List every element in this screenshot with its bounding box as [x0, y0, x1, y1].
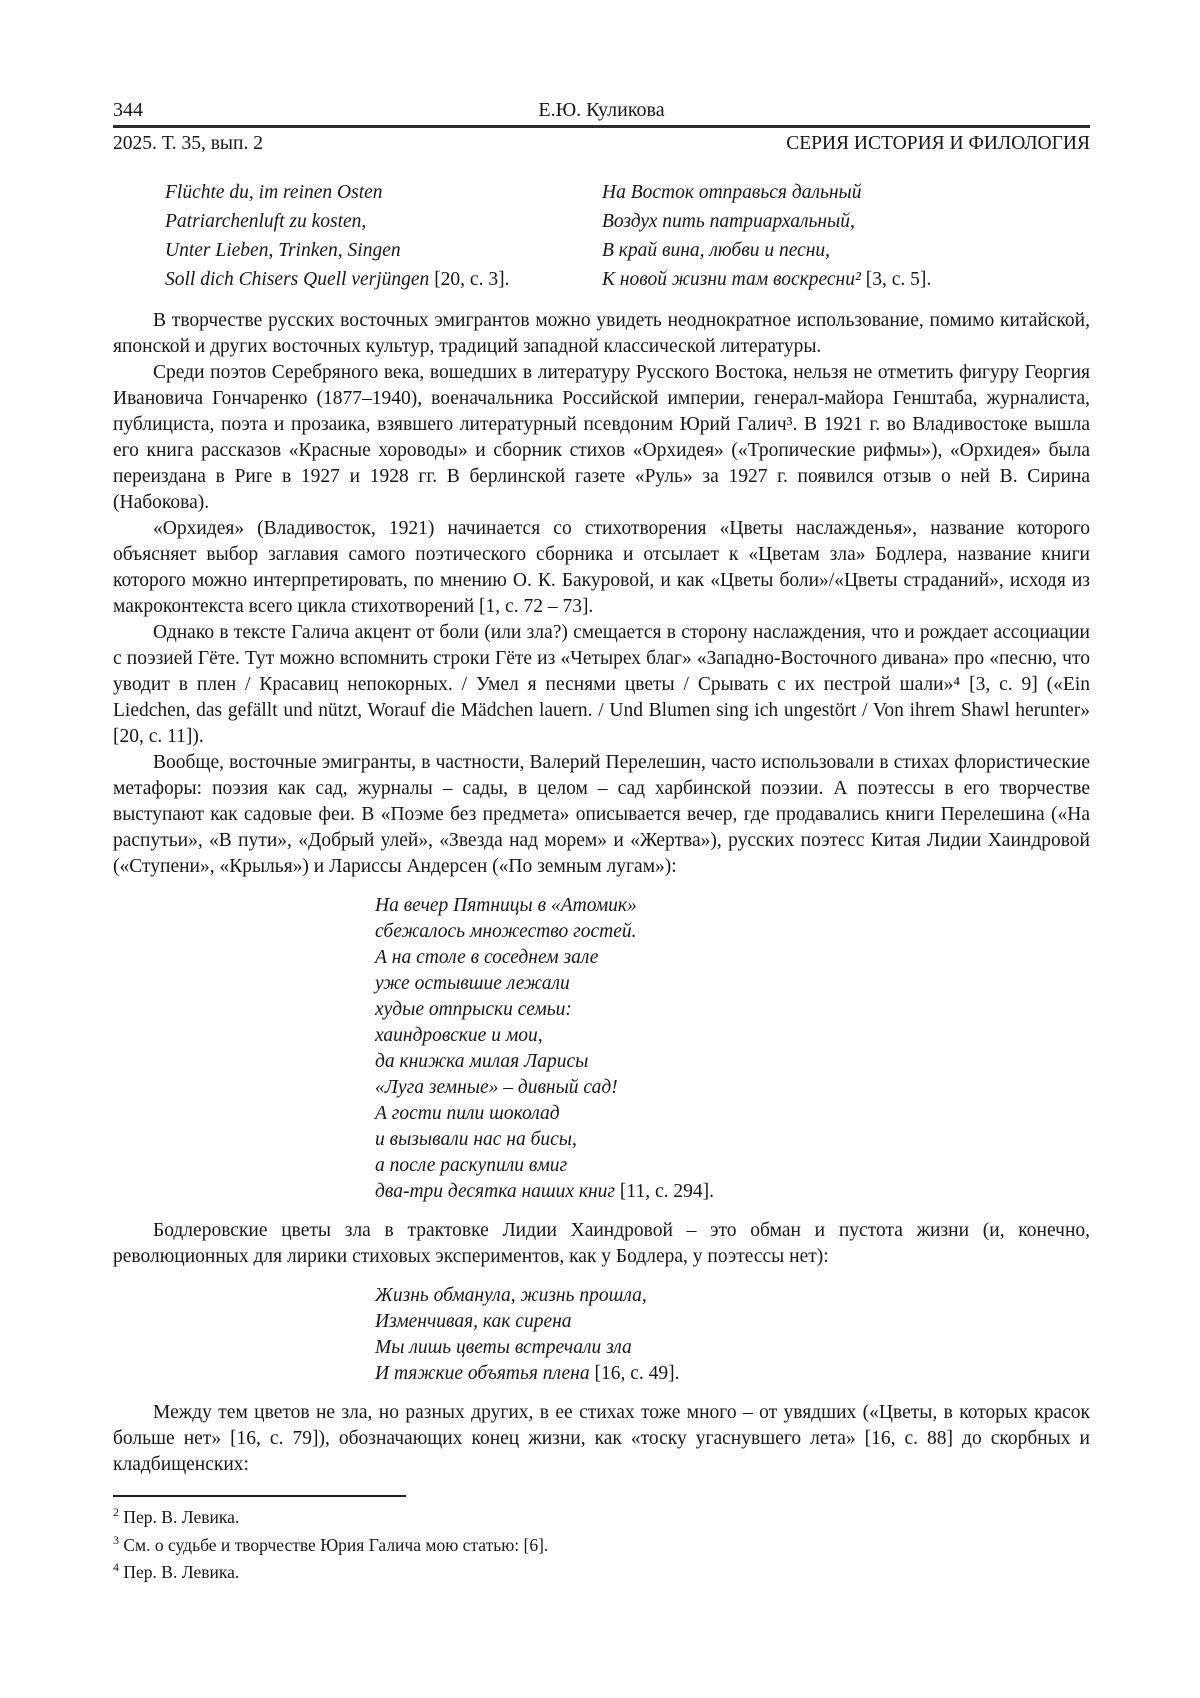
footnote: [113, 1559, 1090, 1587]
poem-line: да книжка милая Ларисы: [375, 1051, 589, 1072]
footnote-text: Пер. В. Левика.: [123, 1562, 240, 1582]
paragraph: Между тем цветов не зла, но разных других, в ее стихах тоже много – от увядших («Цветы, в которых красок больше нет» [16, с. 79]), обозначающих конец жизни, как «тоску угаснувшего лета» [16, с. 88] до скорбных и кладбищенских:: [113, 1402, 1090, 1475]
page-header: [113, 98, 1090, 156]
epigraph-verse: [165, 178, 1090, 294]
citation-ref: [11, с. 294].: [615, 1181, 714, 1202]
citation-ref: [3, с. 5].: [860, 269, 932, 290]
verse-line: Patriarchenluft zu kosten,: [165, 211, 367, 232]
verse-line-text: Soll dich Chisers Quell verjüngen: [165, 269, 430, 290]
footnote-text: См. о судьбе и творчестве Юрия Галича мою статью: [6].: [123, 1534, 549, 1555]
poem-line: и вызывали нас на бисы,: [375, 1129, 577, 1150]
verse-line-text: К новой жизни там воскресни²: [602, 269, 861, 290]
header-row-top: [113, 98, 1090, 122]
poem-line: [375, 1361, 1090, 1387]
poem-line: а после раскупили вмиг: [375, 1155, 568, 1176]
poem-line: [375, 1179, 1090, 1205]
footnote-separator-rule: [113, 1495, 406, 1497]
running-head-author: Е.Ю. Куликова: [538, 99, 665, 121]
paragraph: В творчестве русских восточных эмигрантов можно увидеть неоднократное использование, помимо китайской, японской и других восточных культур, традиций западной классической литературы.: [113, 310, 1090, 357]
poem-line: сбежалось множество гостей.: [375, 921, 637, 942]
verse-line: На Восток отправься дальный: [602, 182, 862, 203]
verse-line: [165, 265, 602, 294]
paragraph: Однако в тексте Галича акцент от боли (или зла?) смещается в сторону наслаждения, что и рождает ассоциации с поэзией Гёте. Тут можно вспомнить строки Гёте из «Четырех благ» «Западно-Восточного дивана» про «песню, что уводит в плен / Красавиц непокорных. / Умел я песнями цветы / Срывать с их пестрой шали»⁴ [3, с. 9] («Ein Liedchen, das gefällt und nützt, Worauf die Mädchen lauern. / Und Blumen sing ich ungestört / Von ihrem Shawl herunter» [20, с. 11]).: [113, 622, 1090, 747]
header-rule: [113, 125, 1090, 128]
poem-line-text: два-три десятка наших книг: [375, 1181, 616, 1202]
verse-line: Flüchte du, im reinen Osten: [165, 182, 383, 203]
volume-issue: 2025. Т. 35, вып. 2: [113, 133, 263, 154]
footnote-number: 2: [113, 1505, 119, 1520]
poem-line: Жизнь обманула, жизнь прошла,: [375, 1285, 647, 1306]
verse-line: Unter Lieben, Trinken, Singen: [165, 240, 401, 261]
poem-line: На вечер Пятницы в «Атомик»: [375, 895, 637, 916]
paragraph: «Орхидея» (Владивосток, 1921) начинается со стихотворения «Цветы наслажденья», название которого объясняет выбор заглавия самого поэтического сборника и отсылает к «Цветам зла» Бодлера, название книги которого можно интерпретировать, по мнению О. К. Бакуровой, и как «Цветы боли»/«Цветы страданий», исходя из макроконтекста всего цикла стихотворений [1, с. 72 – 73].: [113, 518, 1090, 617]
citation-ref: [16, с. 49].: [589, 1363, 680, 1384]
poem-line: худые отпрыски семьи:: [375, 999, 572, 1020]
verse-line: В край вина, любви и песни,: [602, 240, 831, 261]
footnote: [113, 1532, 1090, 1560]
epigraph-german-column: [165, 178, 602, 294]
footnote-text: Пер. В. Левика.: [123, 1507, 240, 1527]
paragraph: Вообще, восточные эмигранты, в частности, Валерий Перелешин, часто использовали в стихах флористические метафоры: поэзия как сад, журналы – сады, в целом – сад харбинской поэзии. А поэтессы в его творчестве выступают как садовые феи. В «Поэме без предмета» описывается вечер, где продавались книги Перелешина («На распутьи», «В пути», «Добрый улей», «Звезда над морем» и «Жертва»), русских поэтесс Китая Лидии Хаиндровой («Ступени», «Крылья») и Лариссы Андерсен («По земным лугам»):: [113, 752, 1090, 877]
poem-quote-1: [375, 893, 1090, 1205]
footnote: [113, 1504, 1090, 1532]
footnote-number: 3: [113, 1532, 119, 1547]
paragraph: Среди поэтов Серебряного века, вошедших в литературу Русского Востока, нельзя не отметить фигуру Георгия Ивановича Гончаренко (1877–1940), военачальника Российской империи, генерал-майора Генштаба, журналиста, публициста, поэта и прозаика, взявшего литературный псевдоним Юрий Галич³. В 1921 г. во Владивостоке вышла его книга рассказов «Красные хороводы» и сборник стихов «Орхидея» («Тропические рифмы»), «Орхидея» была переиздана в Риге в 1927 и 1928 гг. В берлинской газете «Руль» за 1927 г. появился отзыв о ней В. Сирина (Набокова).: [113, 362, 1090, 513]
header-spacer: [665, 98, 1090, 122]
series-title: СЕРИЯ ИСТОРИЯ И ФИЛОЛОГИЯ: [786, 133, 1090, 154]
footnote-number: 4: [113, 1560, 119, 1575]
poem-line: Изменчивая, как сирена: [375, 1311, 572, 1332]
article-body: [113, 308, 1090, 1478]
citation-ref: [20, с. 3].: [429, 269, 510, 290]
epigraph-russian-column: [602, 178, 931, 294]
verse-line: Воздух пить патриархальный,: [602, 211, 855, 232]
verse-line: [602, 265, 931, 294]
poem-line: Мы лишь цветы встречали зла: [375, 1337, 632, 1358]
poem-line: уже остывшие лежали: [375, 973, 570, 994]
poem-line: А на столе в соседнем зале: [375, 947, 599, 968]
poem-line: хаиндровские и мои,: [375, 1025, 543, 1046]
poem-line-text: И тяжкие объятья плена: [375, 1363, 590, 1384]
page-number: 344: [113, 99, 143, 121]
poem-quote-2: [375, 1283, 1090, 1387]
poem-line: А гости пили шоколад: [375, 1103, 560, 1124]
poem-line: «Луга земные» – дивный сад!: [375, 1077, 618, 1098]
footnotes-section: [113, 1495, 1090, 1587]
paragraph: Бодлеровские цветы зла в трактовке Лидии Хаиндровой – это обман и пустота жизни (и, конечно, революционных для лирики стиховых экспериментов, как у Бодлера, у поэтессы нет):: [113, 1220, 1090, 1267]
footnotes-list: [113, 1504, 1090, 1587]
header-row-bottom: [113, 131, 1090, 156]
